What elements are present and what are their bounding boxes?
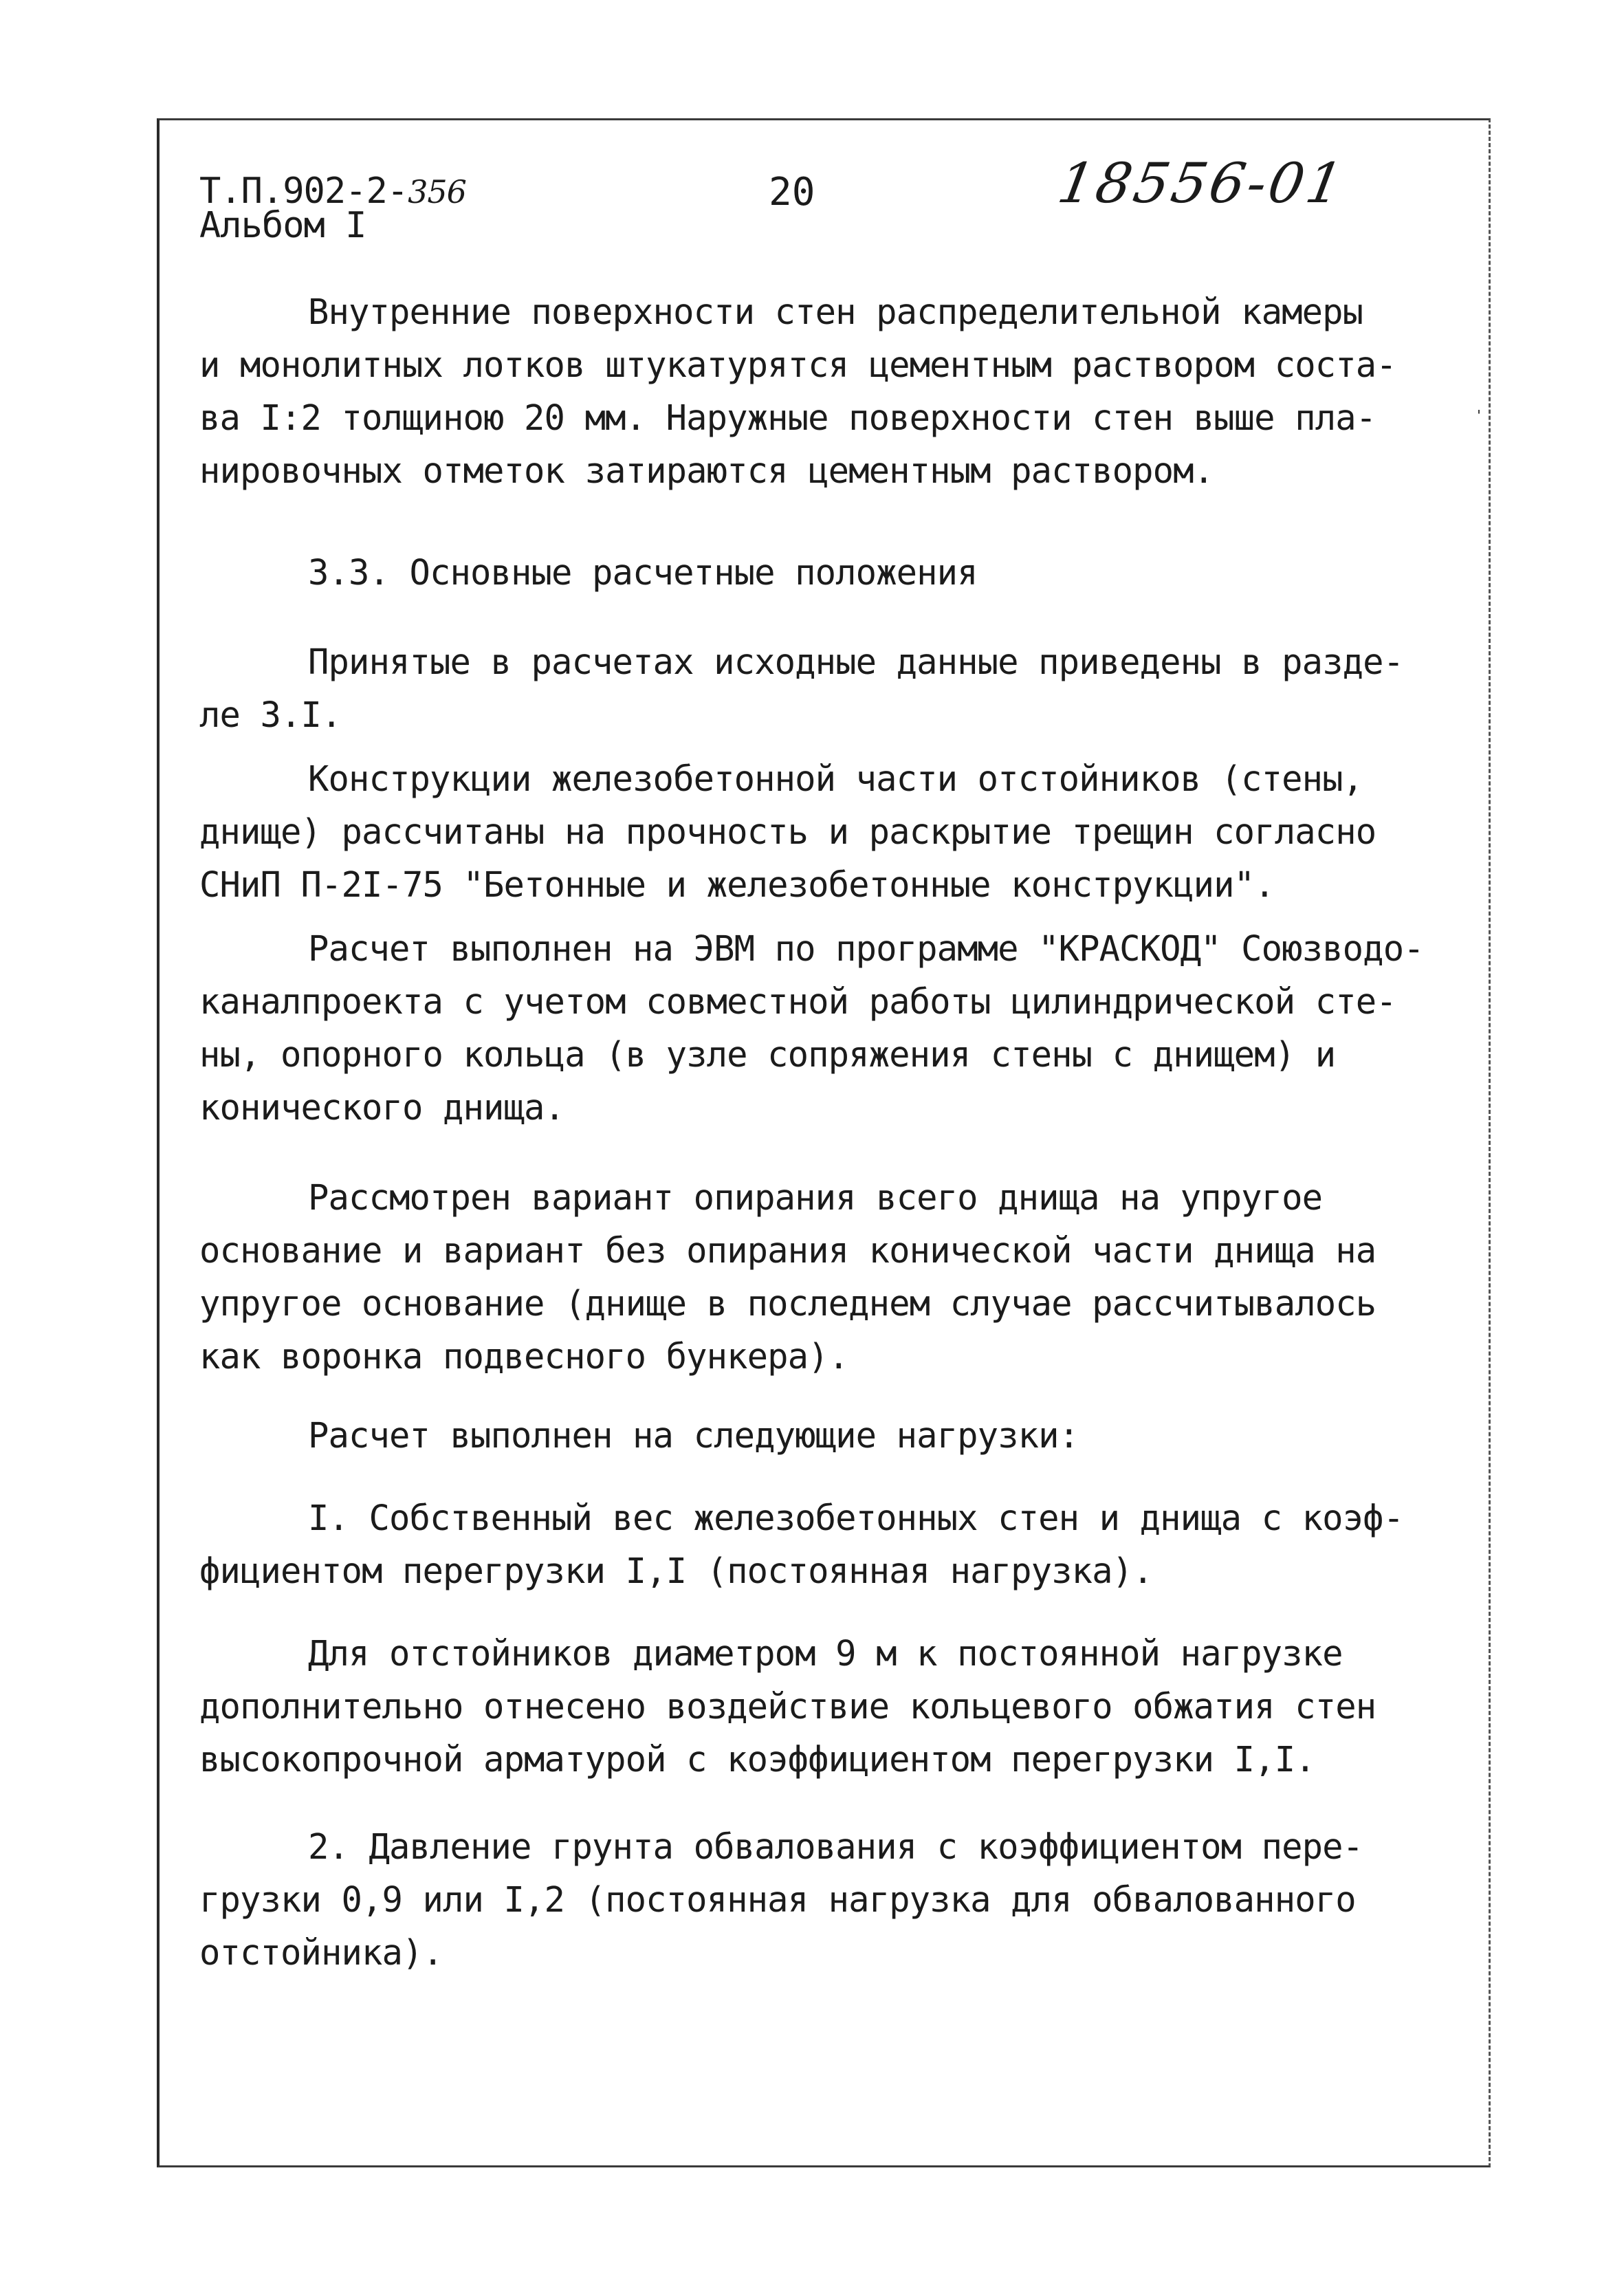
text-line: I. Собственный вес железобетонных стен и днища с коэф- [308, 1498, 1404, 1538]
text-line: каналпроекта с учетом совместной работы цилиндрической сте- [199, 981, 1396, 1022]
section-heading: 3.3. Основные расчетные положения [308, 552, 978, 593]
text-line: 2. Давление грунта обвалования с коэффициентом пере- [308, 1826, 1363, 1867]
text-line: нировочных отметок затираются цементным раствором. [199, 450, 1214, 491]
text-line: дополнительно отнесено воздействие кольцевого обжатия стен [199, 1686, 1376, 1727]
margin-mark: ' [1475, 407, 1484, 424]
text-line: Расчет выполнен на следующие нагрузки: [308, 1415, 1079, 1456]
text-line: ле 3.I. [199, 695, 342, 735]
text-line: упругое основание (днище в последнем случае рассчитывалось [199, 1283, 1376, 1324]
text-line: днище) рассчитаны на прочность и раскрытие трещин согласно [199, 811, 1376, 852]
text-line: как воронка подвесного бункера). [199, 1336, 849, 1377]
album-label: Альбом I [199, 205, 366, 246]
text-line: Внутренние поверхности стен распределительной камеры [308, 292, 1363, 332]
text-line: Расчет выполнен на ЭВМ по программе "КРАСКОД" Союзводо- [308, 928, 1424, 969]
tp-prefix: Т.П.902-2- [199, 171, 408, 212]
text-line: Рассмотрен вариант опирания всего днища на упругое [308, 1177, 1323, 1218]
text-line: ны, опорного кольца (в узле сопряжения стены с днищем) и [199, 1034, 1336, 1075]
text-line: конического днища. [199, 1087, 565, 1128]
text-line: СНиП П-2I-75 "Бетонные и железобетонные конструкции". [199, 864, 1275, 905]
text-line: и монолитных лотков штукатурятся цементным раствором соста- [199, 345, 1396, 385]
text-line: отстойника). [199, 1932, 443, 1973]
text-line: Конструкции железобетонной части отстойников (стены, [308, 758, 1363, 799]
text-line: Для отстойников диаметром 9 м к постоянной нагрузке [308, 1633, 1343, 1674]
text-line: грузки 0,9 или I,2 (постоянная нагрузка для обвалованного [199, 1879, 1356, 1920]
page-number: 20 [769, 170, 815, 215]
tp-number: 356 [408, 173, 466, 210]
text-line: основание и вариант без опирания конической части днища на [199, 1230, 1376, 1271]
text-line: фициентом перегрузки I,I (постоянная нагрузка). [199, 1551, 1153, 1591]
text-line: Принятые в расчетах исходные данные приведены в разде- [308, 642, 1404, 682]
text-line: ва I:2 толщиною 20 мм. Наружные поверхности стен выше пла- [199, 397, 1376, 438]
text-line: высокопрочной арматурой с коэффициентом перегрузки I,I. [199, 1739, 1315, 1780]
document-id: 18556-01 [1053, 151, 1350, 215]
